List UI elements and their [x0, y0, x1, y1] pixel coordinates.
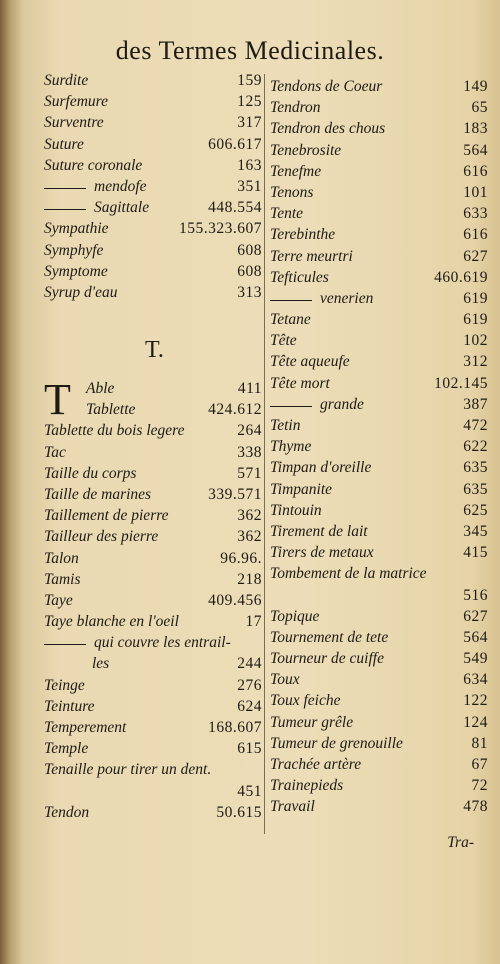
entry-page-number: 312: [463, 353, 488, 371]
entry-page-number: 50.615: [216, 803, 262, 821]
entry-page-number: 338: [237, 443, 262, 461]
entry-page-number: 451: [237, 782, 262, 800]
entry-page-number: 619: [463, 311, 488, 329]
index-entry: [270, 184, 488, 205]
index-entry: [44, 263, 262, 284]
index-entry: [44, 157, 262, 178]
index-entry: [270, 692, 488, 713]
entry-page-number: 101: [463, 183, 488, 201]
entry-page-number: 313: [237, 283, 262, 301]
index-entry: [270, 290, 488, 311]
entry-term: Tête: [270, 332, 297, 350]
index-list-s: [44, 72, 262, 305]
index-entry: [270, 798, 488, 819]
index-entry: [44, 422, 262, 443]
entry-page-number: 411: [237, 380, 262, 397]
entry-page-number: 564: [463, 628, 488, 646]
entry-page-number: 96.96.: [220, 549, 262, 567]
ditto-dash: [44, 644, 86, 645]
entry-term: Symphyfe: [44, 241, 104, 259]
entry-term: Taillement de pierre: [44, 507, 169, 525]
entry-term: Tailleur des pierre: [44, 528, 159, 546]
index-entry: [44, 655, 262, 676]
entry-term: Suture: [44, 135, 84, 153]
entry-term: Tac: [44, 443, 66, 461]
entry-page-number: 460.619: [434, 268, 488, 286]
index-entry: [44, 220, 262, 241]
ditto-dash: [44, 188, 86, 189]
entry-term: Tendons de Coeur: [270, 78, 383, 95]
index-entry: [44, 634, 262, 655]
entry-term: Tenefme: [270, 162, 322, 180]
index-entry: [44, 761, 262, 782]
entry-page-number: 516: [463, 586, 488, 604]
index-entry: [44, 444, 262, 465]
left-column: [44, 72, 262, 305]
ditto-dash: [270, 406, 312, 407]
page-title: des Termes Medicinales.: [115, 36, 385, 65]
index-entry: [270, 120, 488, 141]
entry-term: Toux: [270, 671, 300, 689]
entry-page-number: 81: [471, 734, 488, 752]
index-entry: [270, 78, 488, 99]
entry-page-number: 351: [237, 177, 262, 195]
index-list-t-left: [44, 375, 262, 825]
entry-page-number: 616: [463, 226, 488, 244]
entry-term: Tendron: [270, 99, 321, 117]
entry-page-number: 472: [463, 417, 488, 434]
index-entry: [44, 199, 262, 220]
entry-term: Temple: [44, 740, 89, 758]
index-entry: [44, 550, 262, 571]
entry-page-number: 149: [463, 78, 488, 95]
entry-term: Tournement de tete: [270, 628, 389, 646]
entry-term: Tamis: [44, 570, 81, 588]
entry-term: Tetane: [270, 311, 311, 329]
index-entry: [270, 163, 488, 184]
entry-term: Tenebrosite: [270, 141, 342, 159]
index-entry: [270, 375, 488, 396]
entry-term: venerien: [320, 289, 374, 307]
index-entry: [44, 571, 262, 592]
entry-page-number: 124: [463, 713, 488, 731]
index-entry: [44, 242, 262, 263]
entry-term: Timpanite: [270, 480, 333, 498]
entry-term: Tumeur grêle: [270, 713, 354, 731]
index-entry: [270, 714, 488, 735]
index-entry: [44, 465, 262, 486]
entry-page-number: 244: [237, 655, 262, 673]
entry-term: Travail: [270, 798, 315, 816]
index-entry: [44, 486, 262, 507]
index-entry: [270, 396, 488, 417]
index-entry: [270, 481, 488, 502]
entry-term: Surdite: [44, 72, 89, 89]
index-entry: [44, 783, 262, 804]
index-entry: [270, 735, 488, 756]
index-entry: [44, 677, 262, 698]
entry-page-number: 624: [237, 697, 262, 715]
index-entry: [270, 671, 488, 692]
entry-term: Surventre: [44, 114, 104, 132]
entry-page-number: 102: [463, 332, 488, 350]
entry-page-number: 549: [463, 650, 488, 668]
index-entry: [270, 99, 488, 120]
entry-term: Tente: [270, 205, 304, 223]
index-entry: [270, 248, 488, 269]
right-column: [270, 78, 488, 820]
entry-term: Tourneur de cuiffe: [270, 650, 384, 668]
entry-page-number: 67: [471, 756, 488, 773]
ditto-dash: [270, 300, 312, 301]
entry-term: Tintouin: [270, 501, 322, 519]
entry-term: Tenaille pour tirer un dent.: [44, 761, 212, 779]
entry-page-number: 608: [237, 262, 262, 280]
entry-page-number: 627: [463, 247, 488, 265]
index-entry: [270, 205, 488, 226]
index-entry: [44, 380, 262, 401]
index-entry: [44, 401, 262, 422]
entry-page-number: 183: [463, 120, 488, 138]
index-entry: [44, 507, 262, 528]
index-entry: [270, 417, 488, 438]
entry-term: Teinge: [44, 676, 85, 694]
entry-term: Tetin: [270, 417, 301, 434]
entry-page-number: 635: [463, 480, 488, 498]
entry-term: Taille du corps: [44, 464, 137, 482]
index-entry: [44, 114, 262, 135]
entry-term: Timpan d'oreille: [270, 459, 372, 477]
index-entry: [44, 72, 262, 93]
entry-term: Tenons: [270, 183, 314, 201]
index-entry: [270, 311, 488, 332]
entry-term: Tefticules: [270, 268, 329, 286]
index-entry: [44, 178, 262, 199]
index-entry: [44, 592, 262, 613]
entry-page-number: 125: [237, 93, 262, 111]
entry-term: Symptome: [44, 262, 108, 280]
index-entry: [270, 608, 488, 629]
entry-term: Thyme: [270, 438, 312, 456]
catchword: Tra-: [447, 834, 474, 851]
entry-page-number: 339.571: [208, 485, 262, 503]
entry-term: mendofe: [94, 177, 147, 195]
entry-term: Trainepieds: [270, 777, 344, 795]
index-list-t-right: [270, 78, 488, 820]
entry-page-number: 264: [237, 422, 262, 440]
entry-term: Trachée artère: [270, 756, 362, 773]
entry-page-number: 415: [463, 544, 488, 562]
entry-page-number: 625: [463, 501, 488, 519]
entry-term: Tumeur de grenouille: [270, 734, 403, 752]
entry-term: Terre meurtri: [270, 247, 353, 265]
entry-term: Taye blanche en l'oeil: [44, 613, 179, 631]
entry-term: Tendon: [44, 803, 90, 821]
index-entry: [270, 544, 488, 565]
index-entry: [270, 269, 488, 290]
entry-term: Tendron des chous: [270, 120, 386, 138]
entry-page-number: 168.607: [208, 719, 262, 736]
entry-term: Sagittale: [94, 199, 150, 217]
entry-term: Teinture: [44, 697, 95, 715]
column-divider: [264, 74, 265, 834]
entry-term: Temperement: [44, 719, 127, 736]
entry-term: Terebinthe: [270, 226, 336, 244]
entry-page-number: 619: [463, 289, 488, 307]
index-entry: [44, 613, 262, 634]
entry-term: Toux feiche: [270, 692, 341, 710]
entry-term: Surfemure: [44, 93, 108, 111]
index-entry: [270, 587, 488, 608]
index-entry: [270, 353, 488, 374]
section-heading: T.: [145, 337, 164, 363]
entry-term: les: [92, 655, 110, 673]
index-entry: [44, 804, 262, 825]
entry-term: grande: [320, 395, 364, 413]
index-entry: [270, 629, 488, 650]
entry-page-number: 362: [237, 528, 262, 546]
index-entry: [270, 650, 488, 671]
index-entry: [270, 226, 488, 247]
entry-page-number: 345: [463, 522, 488, 540]
entry-page-number: 362: [237, 507, 262, 525]
index-entry: [44, 698, 262, 719]
entry-page-number: 634: [463, 671, 488, 689]
entry-page-number: 276: [237, 676, 262, 694]
index-entry: [270, 756, 488, 777]
index-entry: [270, 523, 488, 544]
entry-page-number: 633: [463, 205, 488, 223]
index-entry: [44, 740, 262, 761]
entry-term: Tablette du bois legere: [44, 422, 185, 440]
index-entry: [270, 459, 488, 480]
entry-term: Suture coronale: [44, 156, 143, 174]
index-entry: [44, 93, 262, 114]
index-entry: [270, 777, 488, 798]
ditto-dash: [44, 209, 86, 210]
entry-term: Taye: [44, 591, 73, 609]
entry-page-number: 608: [237, 241, 262, 259]
entry-page-number: 72: [471, 777, 488, 795]
drop-capital: T: [44, 375, 71, 424]
entry-page-number: 317: [237, 114, 262, 132]
index-entry: [270, 565, 488, 586]
index-entry: [270, 502, 488, 523]
entry-page-number: 616: [463, 162, 488, 180]
entry-page-number: 635: [463, 459, 488, 477]
entry-term: Tirement de lait: [270, 522, 368, 540]
entry-term: Tête aqueufe: [270, 353, 350, 371]
entry-term: Tirers de metaux: [270, 544, 374, 562]
entry-page-number: 622: [463, 438, 488, 456]
index-entry: [270, 438, 488, 459]
left-column-t: [44, 375, 262, 825]
entry-term: Taille de marines: [44, 485, 152, 503]
entry-page-number: 424.612: [208, 401, 262, 419]
entry-term: qui couvre les entrail-: [94, 634, 231, 652]
index-entry: [44, 284, 262, 305]
entry-term: Talon: [44, 549, 79, 567]
entry-page-number: 17: [245, 613, 262, 631]
entry-term: Sympathie: [44, 220, 109, 238]
entry-term: Tablette: [86, 401, 136, 419]
index-entry: [270, 332, 488, 353]
entry-page-number: 409.456: [208, 591, 262, 609]
entry-page-number: 627: [463, 607, 488, 625]
index-entry: [44, 136, 262, 157]
index-entry: [44, 719, 262, 740]
entry-term: Tombement de la matrice: [270, 565, 427, 583]
entry-page-number: 571: [237, 464, 262, 482]
entry-page-number: 218: [237, 570, 262, 588]
entry-page-number: 155.323.607: [179, 220, 262, 238]
entry-page-number: 163: [237, 156, 262, 174]
index-entry: [270, 142, 488, 163]
entry-page-number: 564: [463, 141, 488, 159]
entry-page-number: 122: [463, 692, 488, 710]
entry-page-number: 606.617: [208, 135, 262, 153]
entry-page-number: 387: [463, 395, 488, 413]
entry-page-number: 102.145: [434, 374, 488, 392]
index-entry: [44, 528, 262, 549]
entry-term: Able: [86, 380, 115, 397]
entry-term: Syrup d'eau: [44, 283, 118, 301]
entry-page-number: 478: [463, 798, 488, 816]
entry-page-number: 65: [471, 99, 488, 117]
entry-term: Tête mort: [270, 374, 330, 392]
entry-page-number: 159: [237, 72, 262, 89]
entry-page-number: 448.554: [208, 199, 262, 217]
entry-page-number: 615: [237, 740, 262, 758]
entry-term: Topique: [270, 607, 320, 625]
